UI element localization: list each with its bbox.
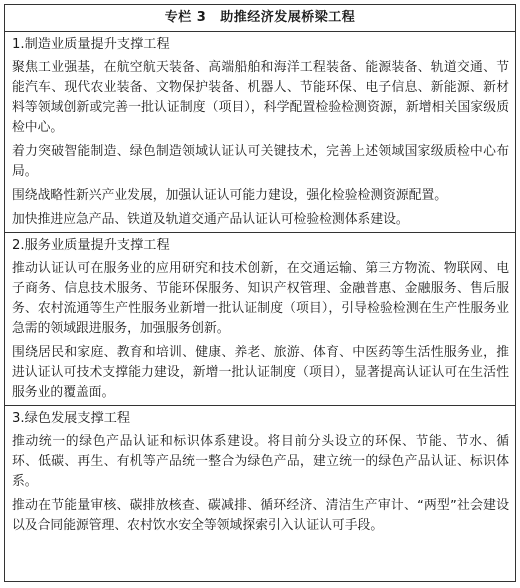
paragraph: 推动认证认可在服务业的应用研究和技术创新，在交通运输、第三方物流、物联网、电子商务、信息技术服务、节能环保服务、知识产权管理、金融普惠、金融服务、售后服务、农村流通等生产性服务业新增一批认证制度（项目），引导检验检测在生产性服务业急需的领域跟进服务，加强服务创新。 bbox=[12, 261, 509, 336]
paragraph: 围绕居民和家庭、教育和培训、健康、养老、旅游、体育、中医药等生活性服务业，推进认证认可技术支撑能力建设，新增一批认证制度（项目），显著提高认证认可在生活性服务业的覆盖面。 bbox=[12, 345, 509, 400]
box-header bbox=[5, 5, 515, 32]
section-title: 2.服务业质量提升支撑工程 bbox=[12, 238, 170, 253]
feature-box bbox=[4, 4, 516, 582]
box-title: 助推经济发展桥梁工程 bbox=[220, 10, 356, 25]
paragraph: 围绕战略性新兴产业发展，加强认证认可能力建设，强化检验检测资源配置。 bbox=[12, 188, 448, 203]
paragraph: 推动在节能量审核、碳排放核查、碳减排、循环经济、清洁生产审计、“两型”社会建设以及合同能源管理、农村饮水安全等领域探索引入认证认可手段。 bbox=[12, 498, 509, 533]
section-services bbox=[5, 233, 515, 406]
paragraph: 着力突破智能制造、绿色制造领域认证认可关键技术，完善上述领域国家级质检中心布局。 bbox=[12, 144, 509, 179]
paragraph: 聚焦工业强基，在航空航天装备、高端船舶和海洋工程装备、能源装备、轨道交通、节能汽车、现代农业装备、文物保护装备、机器人、节能环保、电子信息、新能源、新材料等领域创新或完善一批认证制度（项目），科学配置检验检测资源，新增相关国家级质检中心。 bbox=[12, 60, 509, 135]
section-title: 3.绿色发展支撑工程 bbox=[12, 411, 131, 426]
box-label: 专栏 3 bbox=[164, 10, 207, 25]
section-green bbox=[5, 406, 515, 538]
paragraph: 推动统一的绿色产品认证和标识体系建设。将目前分头设立的环保、节能、节水、循环、低碳、再生、有机等产品统一整合为绿色产品，建立统一的绿色产品认证、标识体系。 bbox=[12, 434, 509, 489]
section-manufacturing bbox=[5, 32, 515, 233]
section-title: 1.制造业质量提升支撑工程 bbox=[12, 37, 170, 52]
paragraph: 加快推进应急产品、铁道及轨道交通产品认证认可检验检测体系建设。 bbox=[12, 212, 409, 227]
